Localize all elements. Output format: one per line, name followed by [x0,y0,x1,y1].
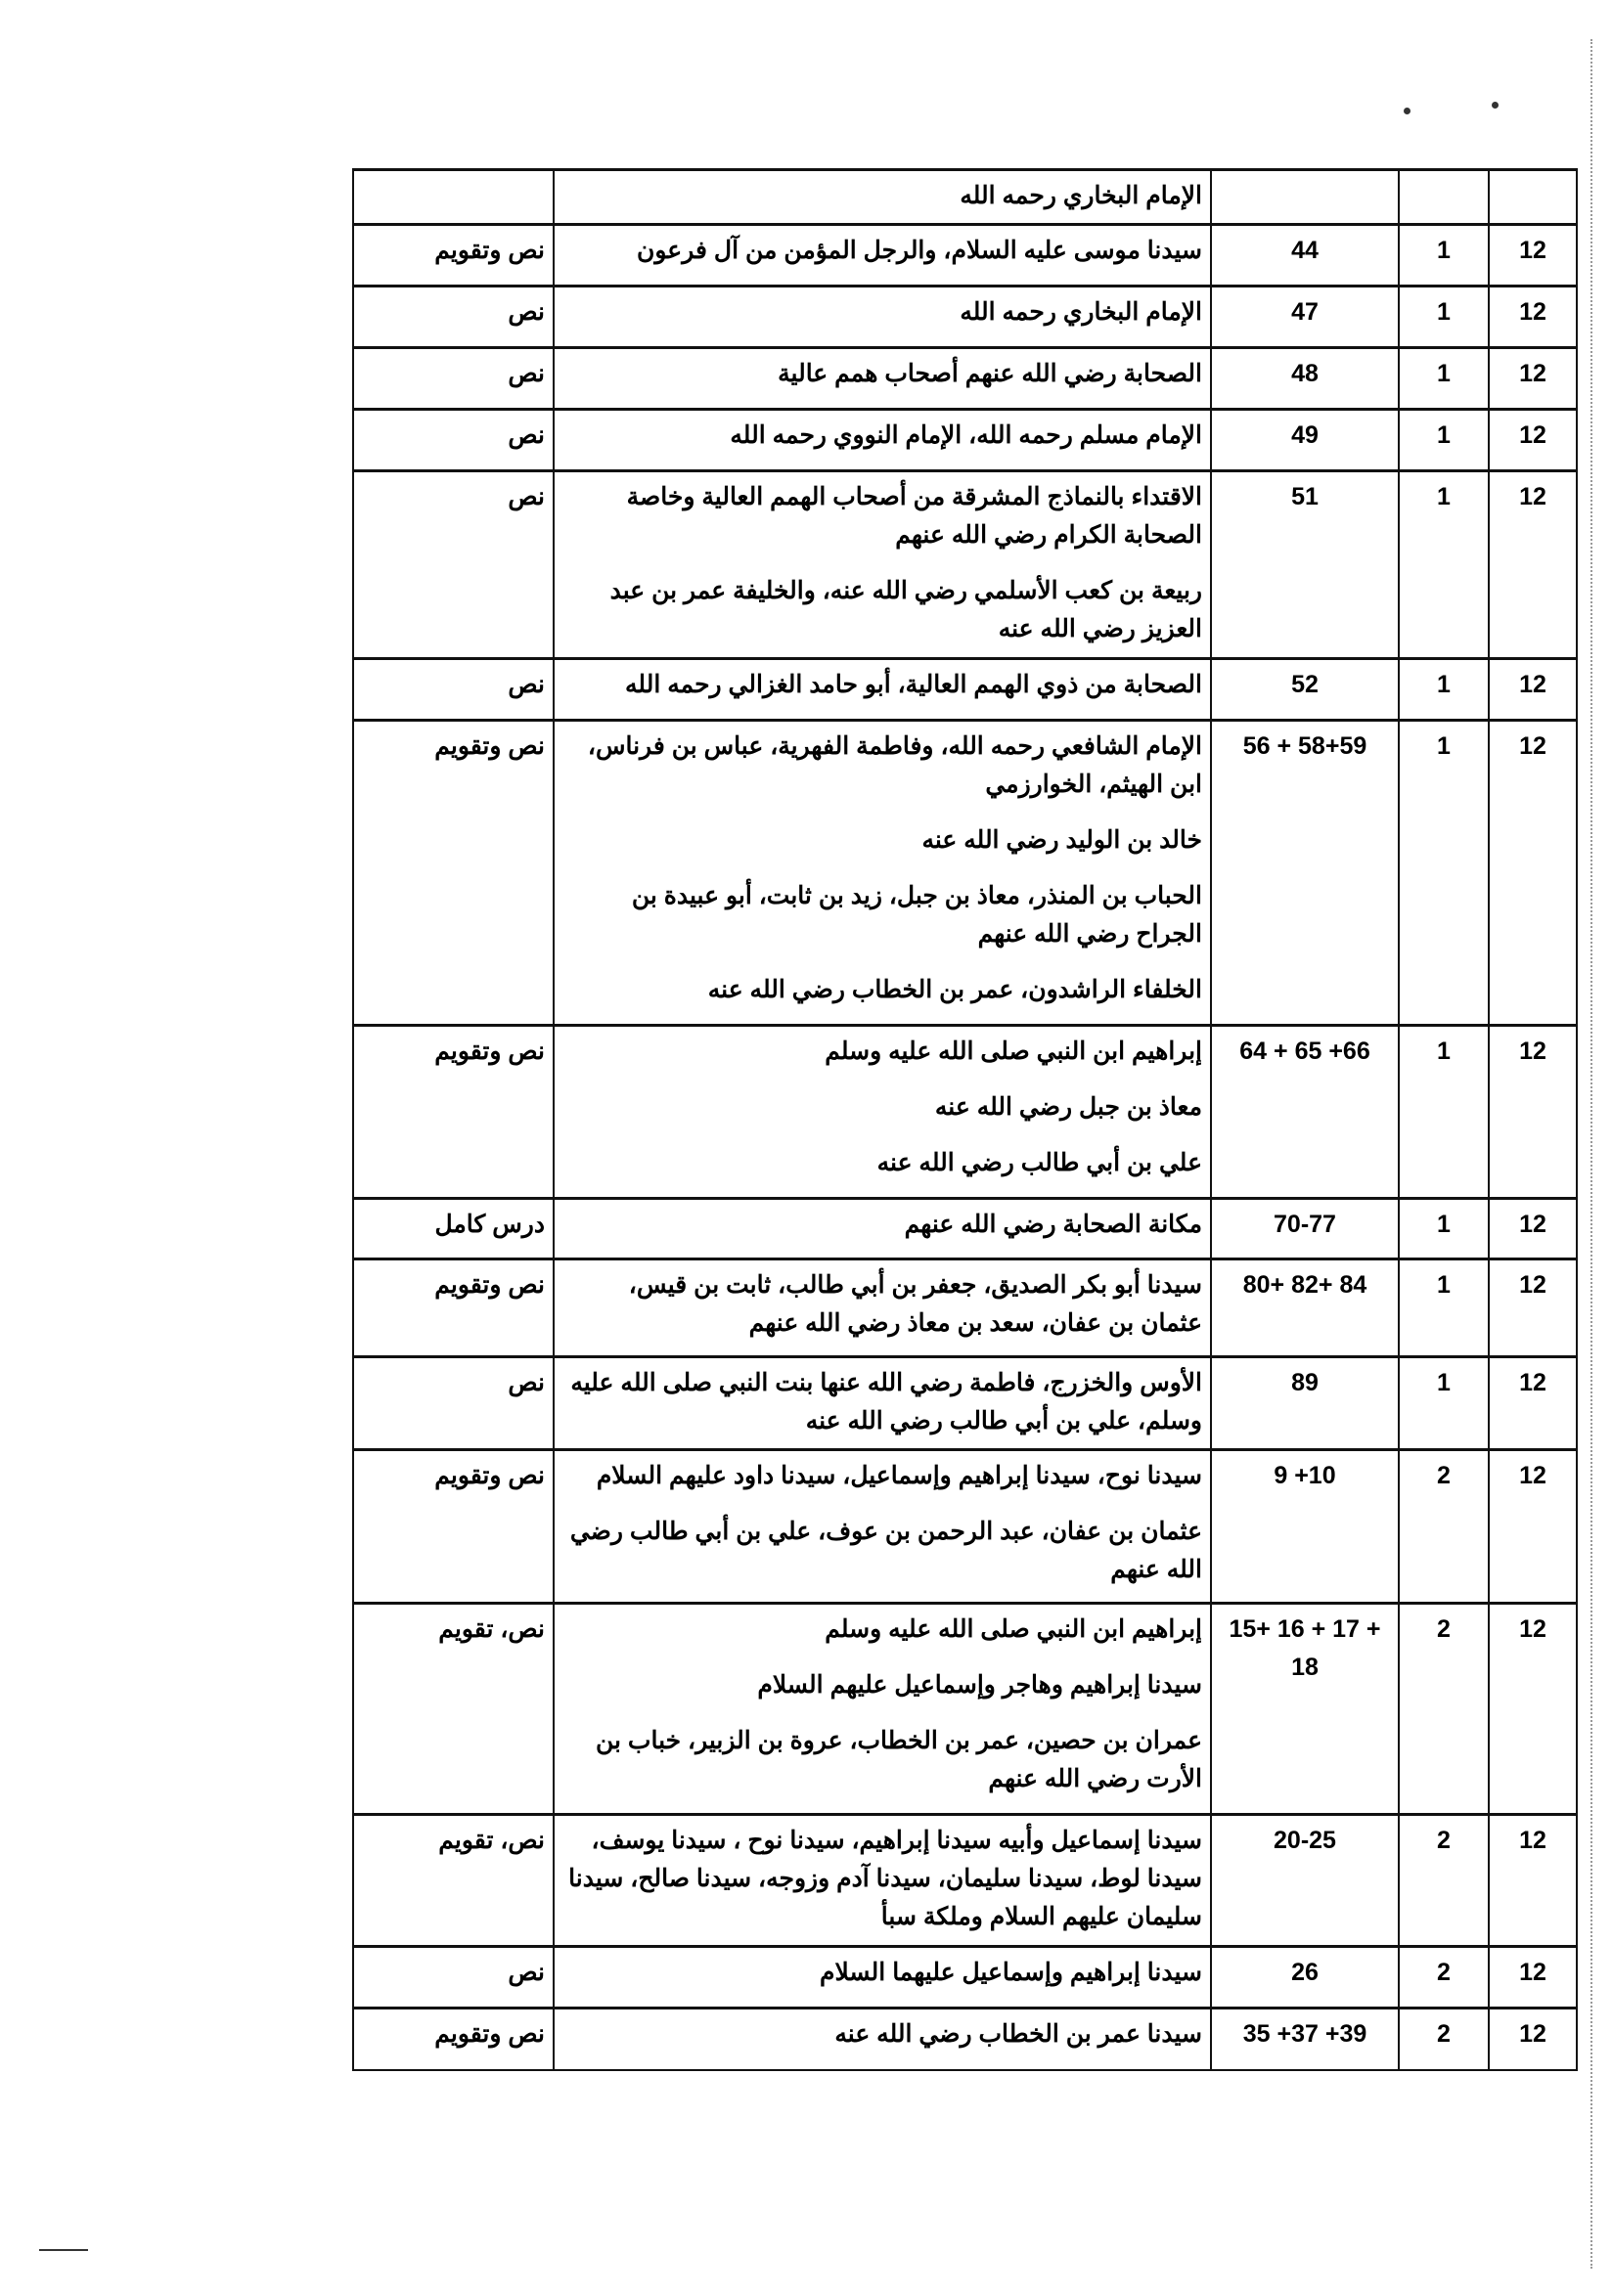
unit-cell: 1 [1399,1199,1489,1259]
pages-cell: 64 + 65 +66 [1211,1026,1399,1199]
names-paragraph: إبراهيم ابن النبي صلى الله عليه وسلم [825,1038,1202,1065]
table-row [353,1357,1577,1450]
lesson-type-cell: نص وتقويم [353,2009,554,2070]
names-cell [554,1026,1211,1199]
names-cell [554,410,1211,471]
table-body [353,170,1577,2070]
table-row [353,1947,1577,2009]
lesson-type-cell: نص [353,659,554,721]
table-row [353,1815,1577,1947]
lesson-type-cell: نص [353,410,554,471]
table-row [353,2009,1577,2070]
names-cell [554,225,1211,287]
lesson-type-cell [353,170,554,225]
scan-dot [1492,102,1499,109]
names-cell [554,1357,1211,1450]
names-paragraph: ربيعة بن كعب الأسلمي رضي الله عنه، والخليفة عمر بن عبد العزيز رضي الله عنه [609,577,1202,642]
names-cell [554,1604,1211,1815]
lesson-type-cell: درس كامل [353,1199,554,1259]
table-row [353,1199,1577,1259]
grade-cell: 12 [1489,1947,1577,2009]
table-row [353,659,1577,721]
names-paragraph: الحباب بن المنذر، معاذ بن جبل، زيد بن ثابت، أبو عبيدة بن الجراح رضي الله عنهم [631,882,1202,948]
names-paragraph: الإمام مسلم رحمه الله، الإمام النووي رحمه الله [730,421,1202,449]
table-row [353,1026,1577,1199]
lesson-type-cell: نص [353,348,554,410]
unit-cell: 1 [1399,348,1489,410]
table-row [353,225,1577,287]
names-cell [554,2009,1211,2070]
names-paragraph: الإمام البخاري رحمه الله [960,298,1202,326]
unit-cell: 1 [1399,287,1489,348]
unit-cell: 1 [1399,471,1489,659]
names-cell [554,659,1211,721]
lesson-type-cell: نص، تقويم [353,1815,554,1947]
unit-cell: 1 [1399,659,1489,721]
names-cell [554,287,1211,348]
grade-cell: 12 [1489,659,1577,721]
pages-cell: 9 +10 [1211,1450,1399,1604]
table-row [353,1259,1577,1357]
grade-cell: 12 [1489,1026,1577,1199]
pages-cell: 70-77 [1211,1199,1399,1259]
table-row [353,721,1577,1026]
unit-cell: 2 [1399,1947,1489,2009]
unit-cell: 2 [1399,2009,1489,2070]
table-row [353,287,1577,348]
names-paragraph: سيدنا موسى عليه السلام، والرجل المؤمن من آل فرعون [637,237,1202,264]
names-paragraph: الصحابة من ذوي الهمم العالية، أبو حامد الغزالي رحمه الله [625,671,1202,698]
lesson-type-cell: نص [353,471,554,659]
pages-cell: 44 [1211,225,1399,287]
pages-cell: 35 +37 +39 [1211,2009,1399,2070]
pages-cell: 48 [1211,348,1399,410]
unit-cell: 2 [1399,1450,1489,1604]
names-cell [554,1947,1211,2009]
pages-cell: 52 [1211,659,1399,721]
table-row [353,410,1577,471]
names-paragraph: عمران بن حصين، عمر بن الخطاب، عروة بن الزبير، خباب بن الأرت رضي الله عنهم [595,1727,1202,1792]
names-cell [554,1259,1211,1357]
names-paragraph: الإمام البخاري رحمه الله [960,182,1202,209]
table-row [353,170,1577,225]
lesson-type-cell: نص [353,1947,554,2009]
unit-cell: 1 [1399,410,1489,471]
unit-cell: 1 [1399,721,1489,1026]
grade-cell: 12 [1489,410,1577,471]
names-paragraph: علي بن أبي طالب رضي الله عنه [876,1149,1202,1176]
names-paragraph: سيدنا عمر بن الخطاب رضي الله عنه [834,2020,1202,2048]
grade-cell: 12 [1489,1199,1577,1259]
unit-cell: 2 [1399,1815,1489,1947]
names-paragraph: الاقتداء بالنماذج المشرقة من أصحاب الهمم العالية وخاصة الصحابة الكرام رضي الله عنهم [626,483,1202,549]
pages-cell: 47 [1211,287,1399,348]
lesson-type-cell: نص وتقويم [353,1450,554,1604]
names-paragraph: الخلفاء الراشدون، عمر بن الخطاب رضي الله عنه [707,976,1202,1003]
pages-cell: 20-25 [1211,1815,1399,1947]
lesson-type-cell: نص [353,1357,554,1450]
names-paragraph: الأوس والخزرج، فاطمة رضي الله عنها بنت النبي صلى الله عليه وسلم، علي بن أبي طالب رضي الله عنه [570,1369,1202,1435]
unit-cell: 1 [1399,1026,1489,1199]
names-paragraph: عثمان بن عفان، عبد الرحمن بن عوف، علي بن أبي طالب رضي الله عنهم [569,1518,1202,1583]
grade-cell: 12 [1489,225,1577,287]
names-paragraph: سيدنا إبراهيم وهاجر وإسماعيل عليهم السلام [757,1671,1202,1699]
names-cell [554,721,1211,1026]
names-paragraph: سيدنا أبو بكر الصديق، جعفر بن أبي طالب، ثابت بن قيس، عثمان بن عفان، سعد بن معاذ رضي الله عنهم [628,1271,1202,1337]
unit-cell: 1 [1399,225,1489,287]
lesson-type-cell: نص وتقويم [353,1026,554,1199]
names-cell [554,348,1211,410]
grade-cell: 12 [1489,1259,1577,1357]
grade-cell: 12 [1489,721,1577,1026]
grade-cell: 12 [1489,1450,1577,1604]
lesson-type-cell: نص وتقويم [353,721,554,1026]
table-row [353,471,1577,659]
names-paragraph: خالد بن الوليد رضي الله عنه [921,826,1202,854]
names-cell [554,1815,1211,1947]
names-cell [554,170,1211,225]
table-row [353,1450,1577,1604]
pages-cell: 15+ 16 + 17 + 18 [1211,1604,1399,1815]
table-row [353,1604,1577,1815]
pages-cell: 56 + 58+59 [1211,721,1399,1026]
scan-mark [39,2249,88,2251]
lesson-type-cell: نص وتقويم [353,1259,554,1357]
names-cell [554,1450,1211,1604]
unit-cell: 1 [1399,1357,1489,1450]
scan-dot [1404,108,1410,114]
grade-cell: 12 [1489,2009,1577,2070]
grade-cell: 12 [1489,348,1577,410]
unit-cell: 2 [1399,1604,1489,1815]
lesson-type-cell: نص وتقويم [353,225,554,287]
names-cell [554,471,1211,659]
names-paragraph: معاذ بن جبل رضي الله عنه [934,1093,1202,1121]
names-paragraph: سيدنا نوح، سيدنا إبراهيم وإسماعيل، سيدنا داود عليهم السلام [596,1462,1202,1489]
lesson-type-cell: نص [353,287,554,348]
unit-cell: 1 [1399,1259,1489,1357]
names-paragraph: مكانة الصحابة رضي الله عنهم [904,1211,1202,1238]
table-row [353,348,1577,410]
grade-cell: 12 [1489,1357,1577,1450]
scan-edge-noise [1551,39,1592,2269]
pages-cell: 26 [1211,1947,1399,2009]
grade-cell: 12 [1489,471,1577,659]
grade-cell: 12 [1489,287,1577,348]
pages-cell: 89 [1211,1357,1399,1450]
grade-cell: 12 [1489,1815,1577,1947]
names-cell [554,1199,1211,1259]
pages-cell: 49 [1211,410,1399,471]
pages-cell [1211,170,1399,225]
lessons-table [352,168,1578,2071]
names-paragraph: الصحابة رضي الله عنهم أصحاب همم عالية [778,360,1202,387]
grade-cell: 12 [1489,1604,1577,1815]
names-paragraph: سيدنا إبراهيم وإسماعيل عليهما السلام [819,1959,1202,1986]
names-paragraph: إبراهيم ابن النبي صلى الله عليه وسلم [825,1615,1202,1643]
names-paragraph: الإمام الشافعي رحمه الله، وفاطمة الفهرية، عباس بن فرناس، ابن الهيثم، الخوارزمي [587,732,1202,798]
lesson-type-cell: نص، تقويم [353,1604,554,1815]
unit-cell [1399,170,1489,225]
names-paragraph: سيدنا إسماعيل وأبيه سيدنا إبراهيم، سيدنا نوح ، سيدنا يوسف، سيدنا لوط، سيدنا سليمان، سيدنا آدم وزوجه، سيدنا صالح، سيدنا سليمان عليهم السلام وملكة سبأ [568,1827,1202,1930]
pages-cell: 80+ 82+ 84 [1211,1259,1399,1357]
pages-cell: 51 [1211,471,1399,659]
